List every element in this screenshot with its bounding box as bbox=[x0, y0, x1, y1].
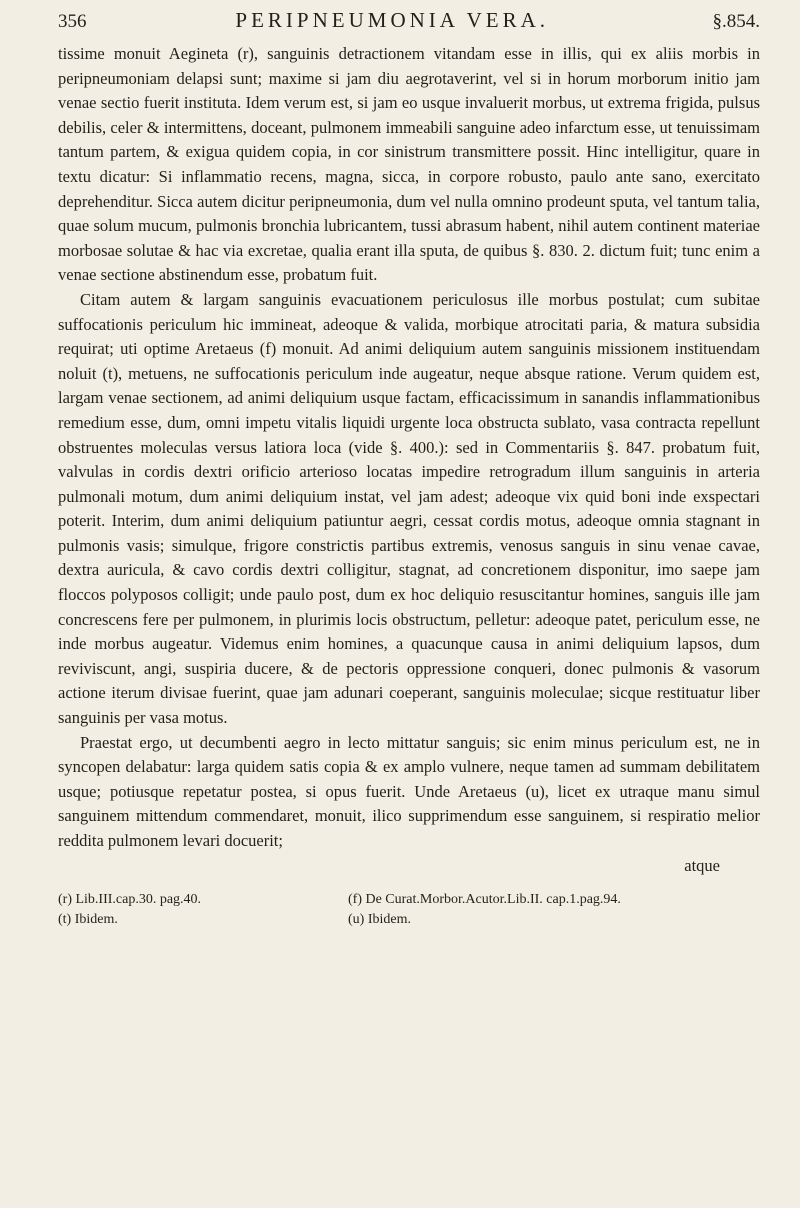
running-title: PERIPNEUMONIA VERA. bbox=[235, 8, 550, 32]
footnote: (f) De Curat.Morbor.Acutor.Lib.II. cap.1.pag.94. bbox=[348, 891, 621, 907]
page-header bbox=[58, 8, 760, 42]
paragraph: Praestat ergo, ut decumbenti aegro in lecto mittatur sanguis; sic enim minus periculum est, ne in syncopen delabatur: larga quidem satis copia & ex amplo vulnere, neque tamen ad summam debilitatem usque; potiusque repetatur postea, si opus fuerit. Unde Aretaeus (u), licet ex utraque manu simul sanguinem mittendum commendaret, monuit, ilico supprimendum esse sanguinem, si respiratio melior reddita pulmonem levari docuerit; bbox=[58, 732, 760, 850]
footnote: (t) Ibidem. bbox=[58, 911, 118, 927]
footnote: (u) Ibidem. bbox=[348, 911, 411, 927]
body-text bbox=[58, 42, 760, 854]
footnote: (r) Lib.III.cap.30. pag.40. bbox=[58, 891, 202, 907]
page-number: 356 bbox=[58, 11, 87, 32]
section-reference: §.854. bbox=[712, 11, 760, 32]
paragraph: Citam autem & largam sanguinis evacuationem periculosus ille morbus postulat; cum subitae suffocationis periculum hic immineat, adeoque & valida, morbique atrocitati paria, & matura subsidia requirat; uti optime Aretaeus (f) monuit. Ad animi deliquium autem sanguinis missionem instituendam noluit (t), metuens, ne suffocationis periculum inde augeatur, neque absque ratione. Verum quidem est, largam venae sectionem, ad animi deliquium usque factam, efficacissimum in sanandis inflammationibus remedium esse, dum, omni impetu vitalis liquidi urgente loca obstructa sublato, vasa contracta repellunt obstruentes moleculas versus latiora loca (vide §. 400.): sed in Commentariis §. 847. probatum fuit, valvulas in cordis dextri orificio arterioso locatas impedire retrogradum illum sanguinis in arteria pulmonali motum, dum animi deliquium instat, vel jam adest; adeoque vix quid boni inde exspectari poterit. Interim, dum animi deliquium patiuntur aegri, cessat cordis motus, adeoque omnia stagnant in pulmonis vasis; simulque, frigore constrictis partibus extremis, venosus sanguis in sinu venae cavae, dextra auricula, & cavo cordis dextri colligitur, stagnat, ad concretionem disponitur, imo saepe jam floccos polyposos colligit; unde paulo post, dum ex hoc deliquio resuscitantur homines, sanguis ille jam concrescens fere per pulmonem, in plurimis locis obstructum, pelletur: adeoque patet, periculum esse, ne inde morbus augeatur. Videmus enim homines, a quacunque causa in animi deliquium lapsos, dum reviviscunt, angi, suspiria ducere, & de pectoris oppressione conqueri, donec pulmonis & vasorum actione iterum divisae fuerint, quae jam adunari coeperant, sanguinis moleculae; sicque restituatur liber sanguinis per vasa motus. bbox=[58, 289, 760, 728]
paragraph: tissime monuit Aegineta (r), sanguinis detractionem vitandam esse in illis, qui ex aliis morbis in peripneumoniam delapsi sunt; maxime si jam diu aegrotaverint, vel si in horum morborum initio jam venae sectio fuerit instituta. Idem verum est, si jam eo usque invaluerit morbus, ut extrema frigida, pulsus debilis, celer & intermittens, doceant, pulmonem immeabili sanguine adeo infarctum esse, ut tenuissimam tantum partem, & exigua quidem copia, in cor sinistrum transmittere possit. Hinc intelligitur, quare in textu dicatur: Si inflammatio recens, magna, sicca, in corpore robusto, paulo ante sano, exercitato deprehenditur. Sicca autem dicitur peripneumonia, dum vel nulla omnino prodeunt sputa, vel tantum talia, quae solum mucum, pulmonis bronchia lubricantem, tussi abrasum habent, nihil autem continent materiae morbosae solutae & hac via excretae, qualia erant illa sputa, de quibus §. 830. 2. dictum fuit; tunc enim a venae sectione abstinendum esse, probatum fuit. bbox=[58, 44, 760, 285]
catchword: atque bbox=[684, 855, 720, 875]
footnotes bbox=[58, 890, 760, 930]
